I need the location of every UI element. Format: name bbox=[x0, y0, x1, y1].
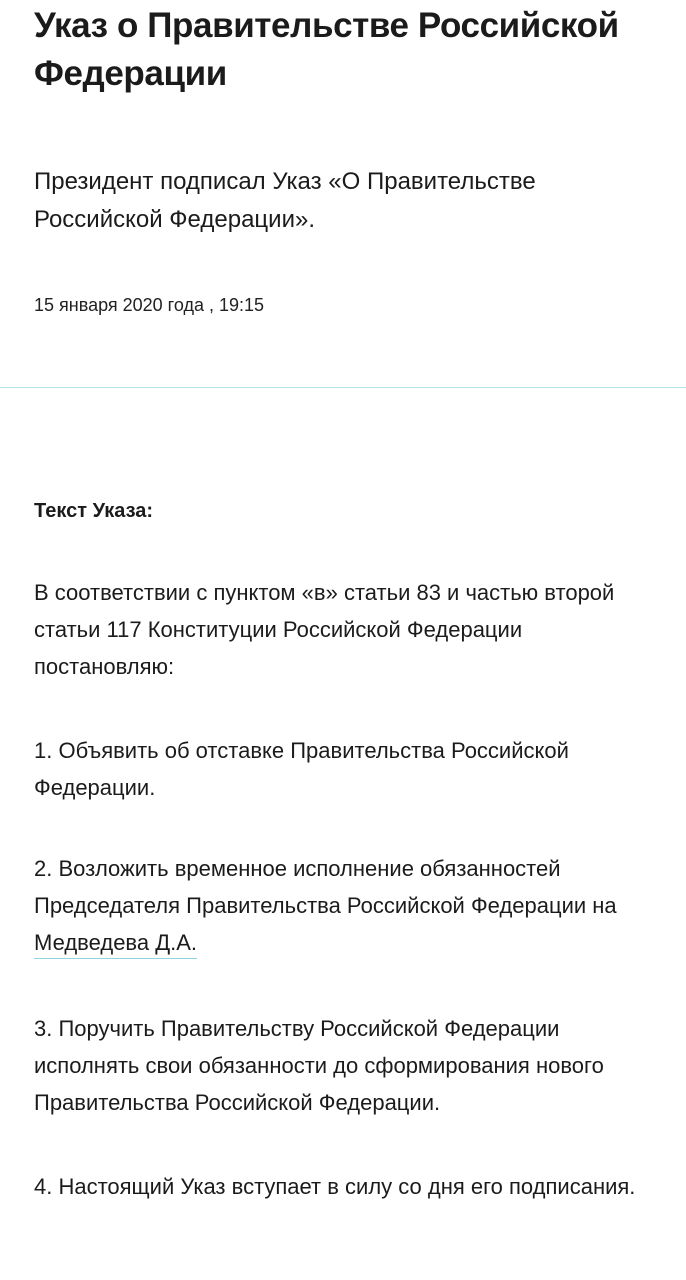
decree-item-3: 3. Поручить Правительству Российской Федерации исполнять свои обязанности до сформирования нового Правительства Российской Федерации. bbox=[34, 1016, 604, 1115]
article-date: 15 января 2020 года , 19:15 bbox=[34, 295, 265, 315]
section-divider bbox=[0, 387, 686, 388]
medvedev-link[interactable]: Медведева Д.А. bbox=[34, 930, 197, 959]
decree-heading: Текст Указа: bbox=[34, 500, 154, 522]
article-title: Указ о Правительстве Российской Федерации bbox=[34, 6, 619, 93]
article-lead: Президент подписал Указ «О Правительстве Российской Федерации». bbox=[34, 168, 536, 233]
decree-item-2 bbox=[34, 850, 654, 961]
decree-item-2-text: 2. Возложить временное исполнение обязанностей Председателя Правительства Российской Федерации на bbox=[34, 856, 617, 918]
decree-intro: В соответствии с пунктом «в» статьи 83 и частью второй статьи 117 Конституции Российской Федерации постановляю: bbox=[34, 580, 615, 679]
decree-item-1: 1. Объявить об отставке Правительства Российской Федерации. bbox=[34, 738, 569, 800]
decree-item-4: 4. Настоящий Указ вступает в силу со дня его подписания. bbox=[34, 1174, 636, 1199]
